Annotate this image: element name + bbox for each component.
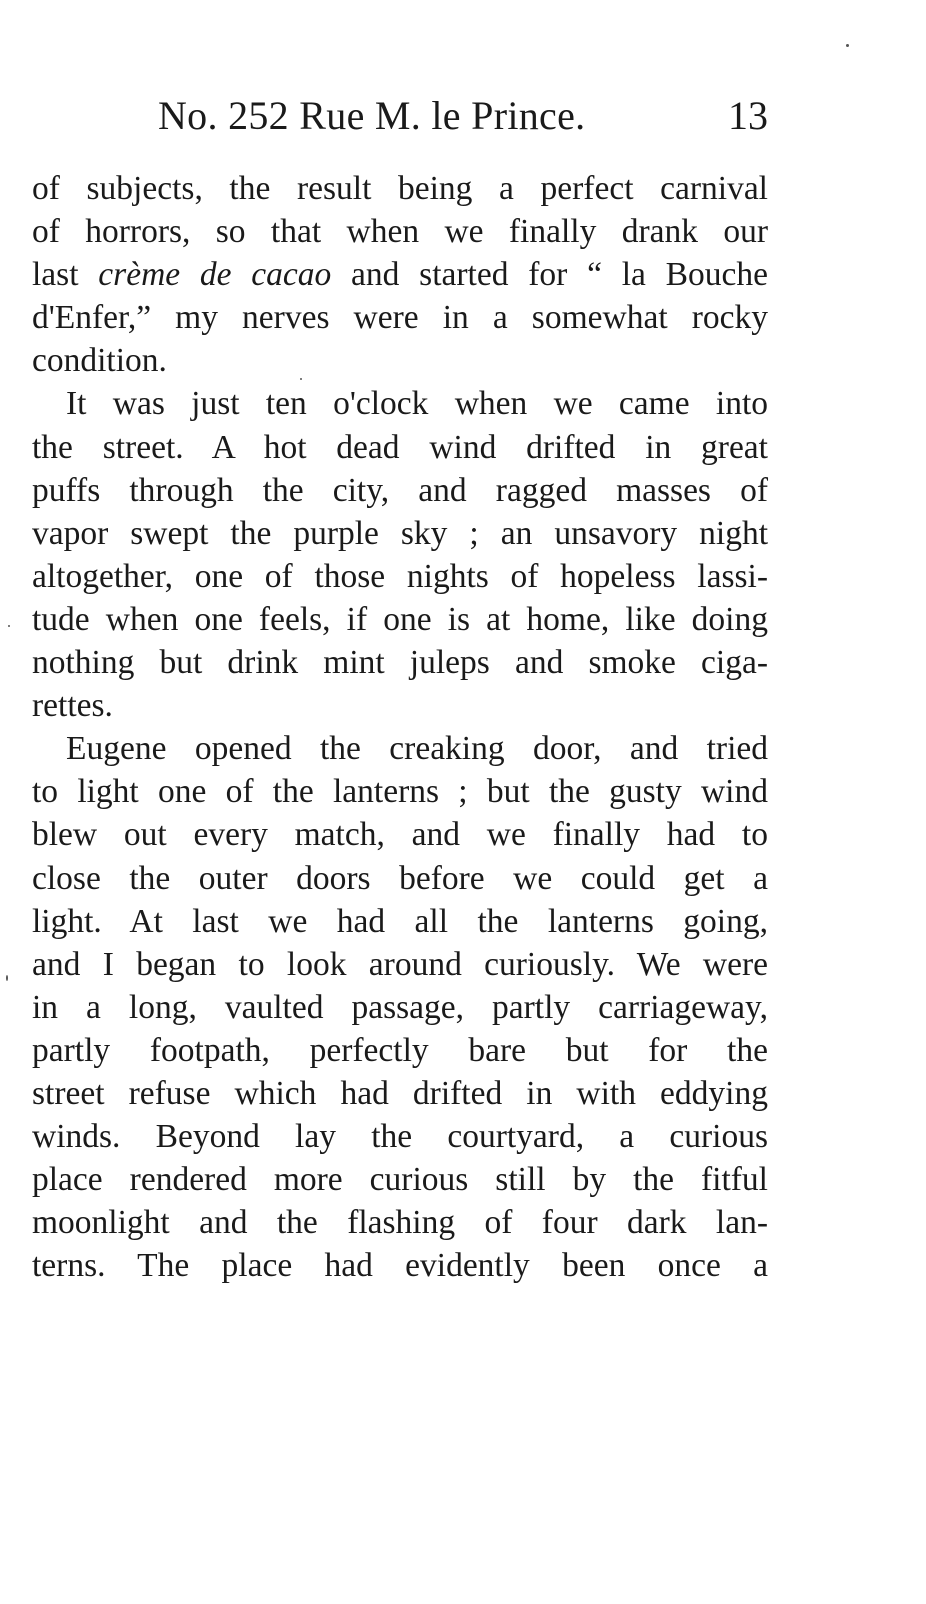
paragraph-2	[32, 382, 768, 727]
text-line: winds. Beyond lay the courtyard, a curious	[32, 1118, 768, 1156]
text-line: It was just ten o'clock when we came into	[66, 385, 768, 423]
text-line: Eugene opened the creaking door, and tried	[66, 730, 768, 768]
paragraph-3	[32, 727, 768, 1287]
text-line: and I began to look around curiously. We were	[32, 945, 768, 983]
italic-phrase: crème de cacao	[98, 256, 332, 294]
text-line: d'Enfer,” my nerves were in a somewhat rocky	[32, 299, 768, 337]
text-line: the street. A hot dead wind drifted in great	[32, 428, 768, 466]
text-line: close the outer doors before we could get a	[32, 859, 768, 897]
scan-speck	[300, 378, 302, 380]
text-run: last	[32, 256, 99, 294]
text-line: of horrors, so that when we finally drank our	[32, 213, 768, 251]
text-line: nothing but drink mint juleps and smoke ciga-	[32, 644, 768, 682]
text-line: vapor swept the purple sky ; an unsavory night	[32, 514, 768, 552]
text-line: tude when one feels, if one is at home, like doing	[32, 600, 768, 638]
text-line: of subjects, the result being a perfect carnival	[32, 170, 768, 207]
text-line: altogether, one of those nights of hopeless lassi-	[32, 557, 768, 595]
text-line: in a long, vaulted passage, partly carriageway,	[32, 988, 768, 1026]
page-body	[32, 167, 768, 1287]
text-line: place rendered more curious still by the fitful	[32, 1161, 768, 1199]
text-line: moonlight and the flashing of four dark lan-	[32, 1204, 768, 1242]
page-number: 13	[728, 93, 768, 138]
text-line	[32, 253, 768, 296]
text-run: and started for “ la Bouche	[331, 256, 768, 294]
running-title: No. 252 Rue M. le Prince.	[158, 93, 586, 138]
text-line: terns. The place had evidently been once a	[32, 1247, 768, 1285]
text-line: puffs through the city, and ragged masses of	[32, 471, 768, 509]
scan-speck	[846, 44, 849, 47]
paragraph-1	[32, 167, 768, 382]
text-line: to light one of the lanterns ; but the gusty wind	[32, 773, 768, 811]
scan-speck	[8, 625, 10, 627]
text-line: partly footpath, perfectly bare but for the	[32, 1031, 768, 1069]
text-line: condition.	[32, 342, 167, 380]
text-line: rettes.	[32, 687, 113, 725]
running-header	[158, 90, 768, 142]
text-line: light. At last we had all the lanterns going,	[32, 902, 768, 940]
scan-speck	[6, 975, 8, 981]
text-line: street refuse which had drifted in with eddying	[32, 1074, 768, 1112]
text-line: blew out every match, and we finally had to	[32, 816, 768, 854]
